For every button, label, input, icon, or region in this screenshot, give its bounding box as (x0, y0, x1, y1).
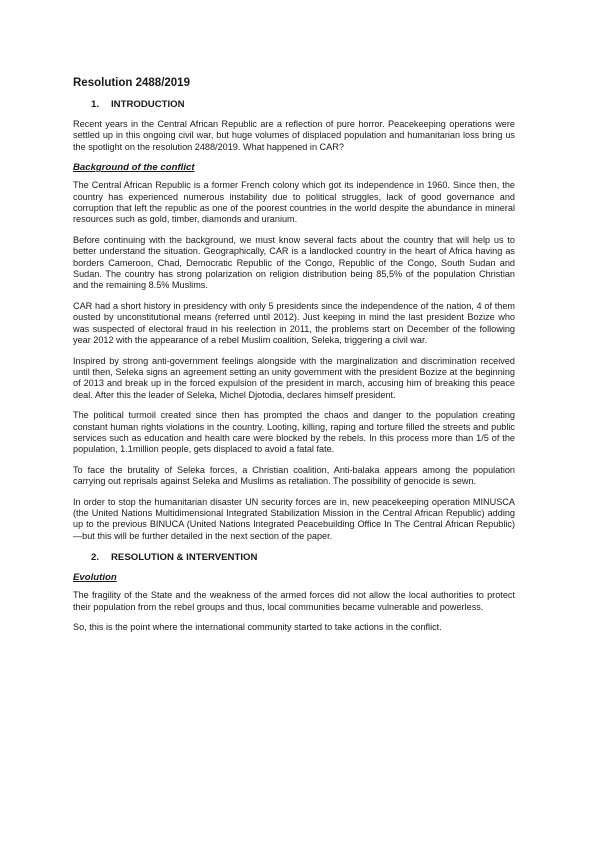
paragraph: The Central African Republic is a former French colony which got its independence in 1960. Since then, the country has experienced numerous instability due to political struggles, lack of good governance and corruption that left the republic as one of the poorest countries in the world despite the abundance in mineral resources such as gold, timber, diamonds and uranium. (73, 180, 515, 225)
paragraph: In order to stop the humanitarian disaster UN security forces are in, new peacekeeping operation MINUSCA (the United Nations Multidimensional Integrated Stabilization Mission in the Central African Republic) adding up to the previous BINUCA (United Nations Integrated Peacebuilding Office In The Central African Republic)—but this will be further detailed in the next section of the paper. (73, 496, 515, 541)
document-page (73, 76, 515, 642)
paragraph: So, this is the point where the international community started to take actions in the conflict. (73, 622, 442, 632)
paragraph: The fragility of the State and the weakness of the armed forces did not allow the local authorities to protect their population from the rebel groups and thus, local communities became vulnerable and powerless. (73, 590, 515, 612)
subheading-evolution: Evolution (73, 572, 117, 584)
paragraph: Inspired by strong anti-government feelings alongside with the marginalization and discrimination received until then, Seleka signs an agreement setting an unity government with the president Bozize at the beginning of 2013 and break up in the forced expulsion of the president in march, accusing him of breaking this peace deal. After this the leader of Seleka, Michel Djotodia, declares himself president. (73, 355, 515, 400)
paragraph: The political turmoil created since then has prompted the chaos and danger to the population creating constant human rights violations in the country. Looting, killing, raping and torture filled the streets and public services such as education and health care were blocked by the rebels. In this process more than 1/5 of the population, 1.1million people, gets displaced to avoid a fatal fate. (73, 410, 515, 455)
paragraph: Before continuing with the background, we must know several facts about the country that will help us to better understand the situation. Geographically, CAR is a landlocked country in the heart of Africa having as borders Cameroon, Chad, Democratic Republic of the Congo, Republic of the Congo, South Sudan and Sudan. The country has strong polarization on religion distribution being 85,5% of the population Christian and the remaining 8.5% Muslims. (73, 234, 515, 291)
section-number: 2. (91, 552, 100, 564)
paragraph: To face the brutality of Seleka forces, a Christian coalition, Anti-balaka appears among the population carrying out reprisals against Seleka and Muslims as retaliation. The possibility of genocide is sewn. (73, 464, 515, 487)
paragraph: CAR had a short history in presidency with only 5 presidents since the independence of the nation, 4 of them ousted by unconstitutional means (referred until 2012). Just keeping in mind the last president Bozize who was suspected of electoral fraud in his reelection in 2011, the problems start on December of the following year 2012 with the appearance of a rebel Muslim coalition, Seleka, triggering a civil war. (73, 300, 515, 346)
section-heading-text: INTRODUCTION (111, 99, 185, 110)
section-heading-introduction (73, 98, 515, 111)
section-heading-resolution (73, 551, 515, 564)
intro-paragraph: Recent years in the Central African Republic are a reflection of pure horror. Peacekeeping operations were settled up in this ongoing civil war, but huge volumes of displaced population and humanitarian loss bring us the spotlight on the resolution 2488/2019. What happened in CAR? (73, 119, 515, 152)
section-heading-text: RESOLUTION & INTERVENTION (111, 552, 258, 564)
section-number: 1. (91, 99, 100, 110)
document-title: Resolution 2488/2019 (73, 77, 190, 89)
subheading-background: Background of the conflict (73, 162, 195, 174)
